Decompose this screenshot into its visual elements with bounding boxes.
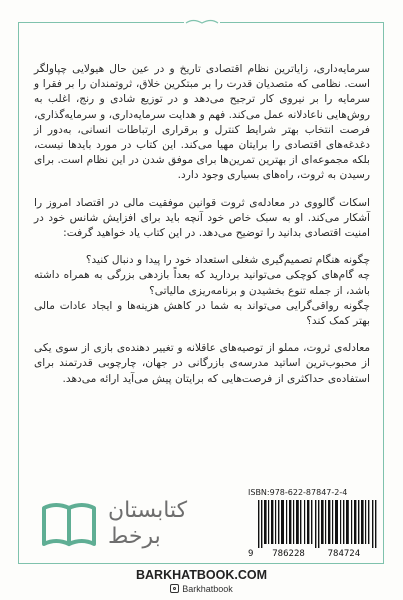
cover-footer	[18, 488, 384, 564]
blurb-text	[34, 62, 370, 387]
isbn-text: ISBN:978-622-87847-2-4	[248, 488, 348, 497]
isbn-barcode	[248, 488, 384, 562]
blurb-paragraph-1: سرمایه‌داری، زاياترین نظام اقتصادی تاریخ و در عین حال هیولایی چپاولگر است. نظامی که متصدیان قدرت را بر مبتکرین خلاق، ثروتمندان را بر فقرا و سرمایه را بر نیروی کار ترجیح می‌دهد و در توزیع شادی و رنج، اغلب به روش‌هایی ناعادلانه عمل می‌کند. فهم و هدایت سرمایه‌داری، و سرمایه‌گذاری، فرصت انتخاب بهتر شرایط کنترل و برقراری ارتباطات انسانی، به‌دور از دغدغه‌های اقتصادی را برایتان مهیا می‌کند. این کتاب در مورد باید‌ها نیست، بلکه مجموعه‌ای از بهترین تمرین‌ها برای موفق شدن در این نظام است. برای رسیدن به ثروت، راه‌های بسیاری وجود دارد.	[34, 63, 370, 182]
barcode-icon	[254, 500, 380, 548]
blurb-paragraph-3: معادله‌ی ثروت، مملو از توصیه‌های عاقلانه و تغییر دهنده‌ی بازی از سوی یکی از محبوب‌ترین اساتید مدرسه‌ی بازرگانی در جهان، چارچوبی قدرتمند برای استفاده‌ی حداکثری از فرصت‌هایی که برایتان پیش می‌آید ارائه می‌دهد.	[34, 342, 370, 385]
instagram-icon	[170, 584, 179, 593]
website-url[interactable]: BARKHATBOOK.COM	[135, 568, 267, 582]
ornament-icon	[184, 18, 220, 28]
question-3: چگونه رواقی‌گرایی می‌تواند به شما در کاهش هزینه‌ها و ایجاد عادات مالی بهتر کمک کند؟	[34, 299, 370, 328]
social-handle[interactable]	[0, 584, 403, 594]
barcode-group-1: 786228	[272, 549, 305, 559]
publisher-name: کتابستان	[108, 498, 188, 523]
social-handle-text: Barkhatbook	[182, 584, 233, 594]
barcode-group-2: 784724	[327, 549, 361, 559]
barcode-digits	[248, 549, 360, 559]
question-1: چگونه هنگام تصمیم‌گیری شغلی استعداد خود را پیدا و دنبال کنید؟	[85, 254, 370, 267]
publisher-subname: برخط	[108, 524, 161, 549]
publisher-logo	[38, 496, 216, 556]
open-book-icon	[38, 498, 100, 552]
blurb-paragraph-2: اسکات گالووی در معادله‌ی ثروت قوانین موفقیت مالی در اقتصاد امروز را آشکار می‌کند. او به سبک خاص خود آنچه باید برای افزایش شانس خود در امنیت اقتصادی بدانید را توضیح می‌دهد. در این کتاب یاد خواهید گرفت:	[34, 196, 370, 240]
barcode-lead-digit: 9	[248, 549, 254, 559]
question-2: چه گام‌های کوچکی می‌توانید بردارید که بعداً بازدهی بزرگی به همراه داشته باشد، از جمله تنوع بخشیدن و برنامه‌ریزی مالیاتی؟	[34, 269, 370, 297]
